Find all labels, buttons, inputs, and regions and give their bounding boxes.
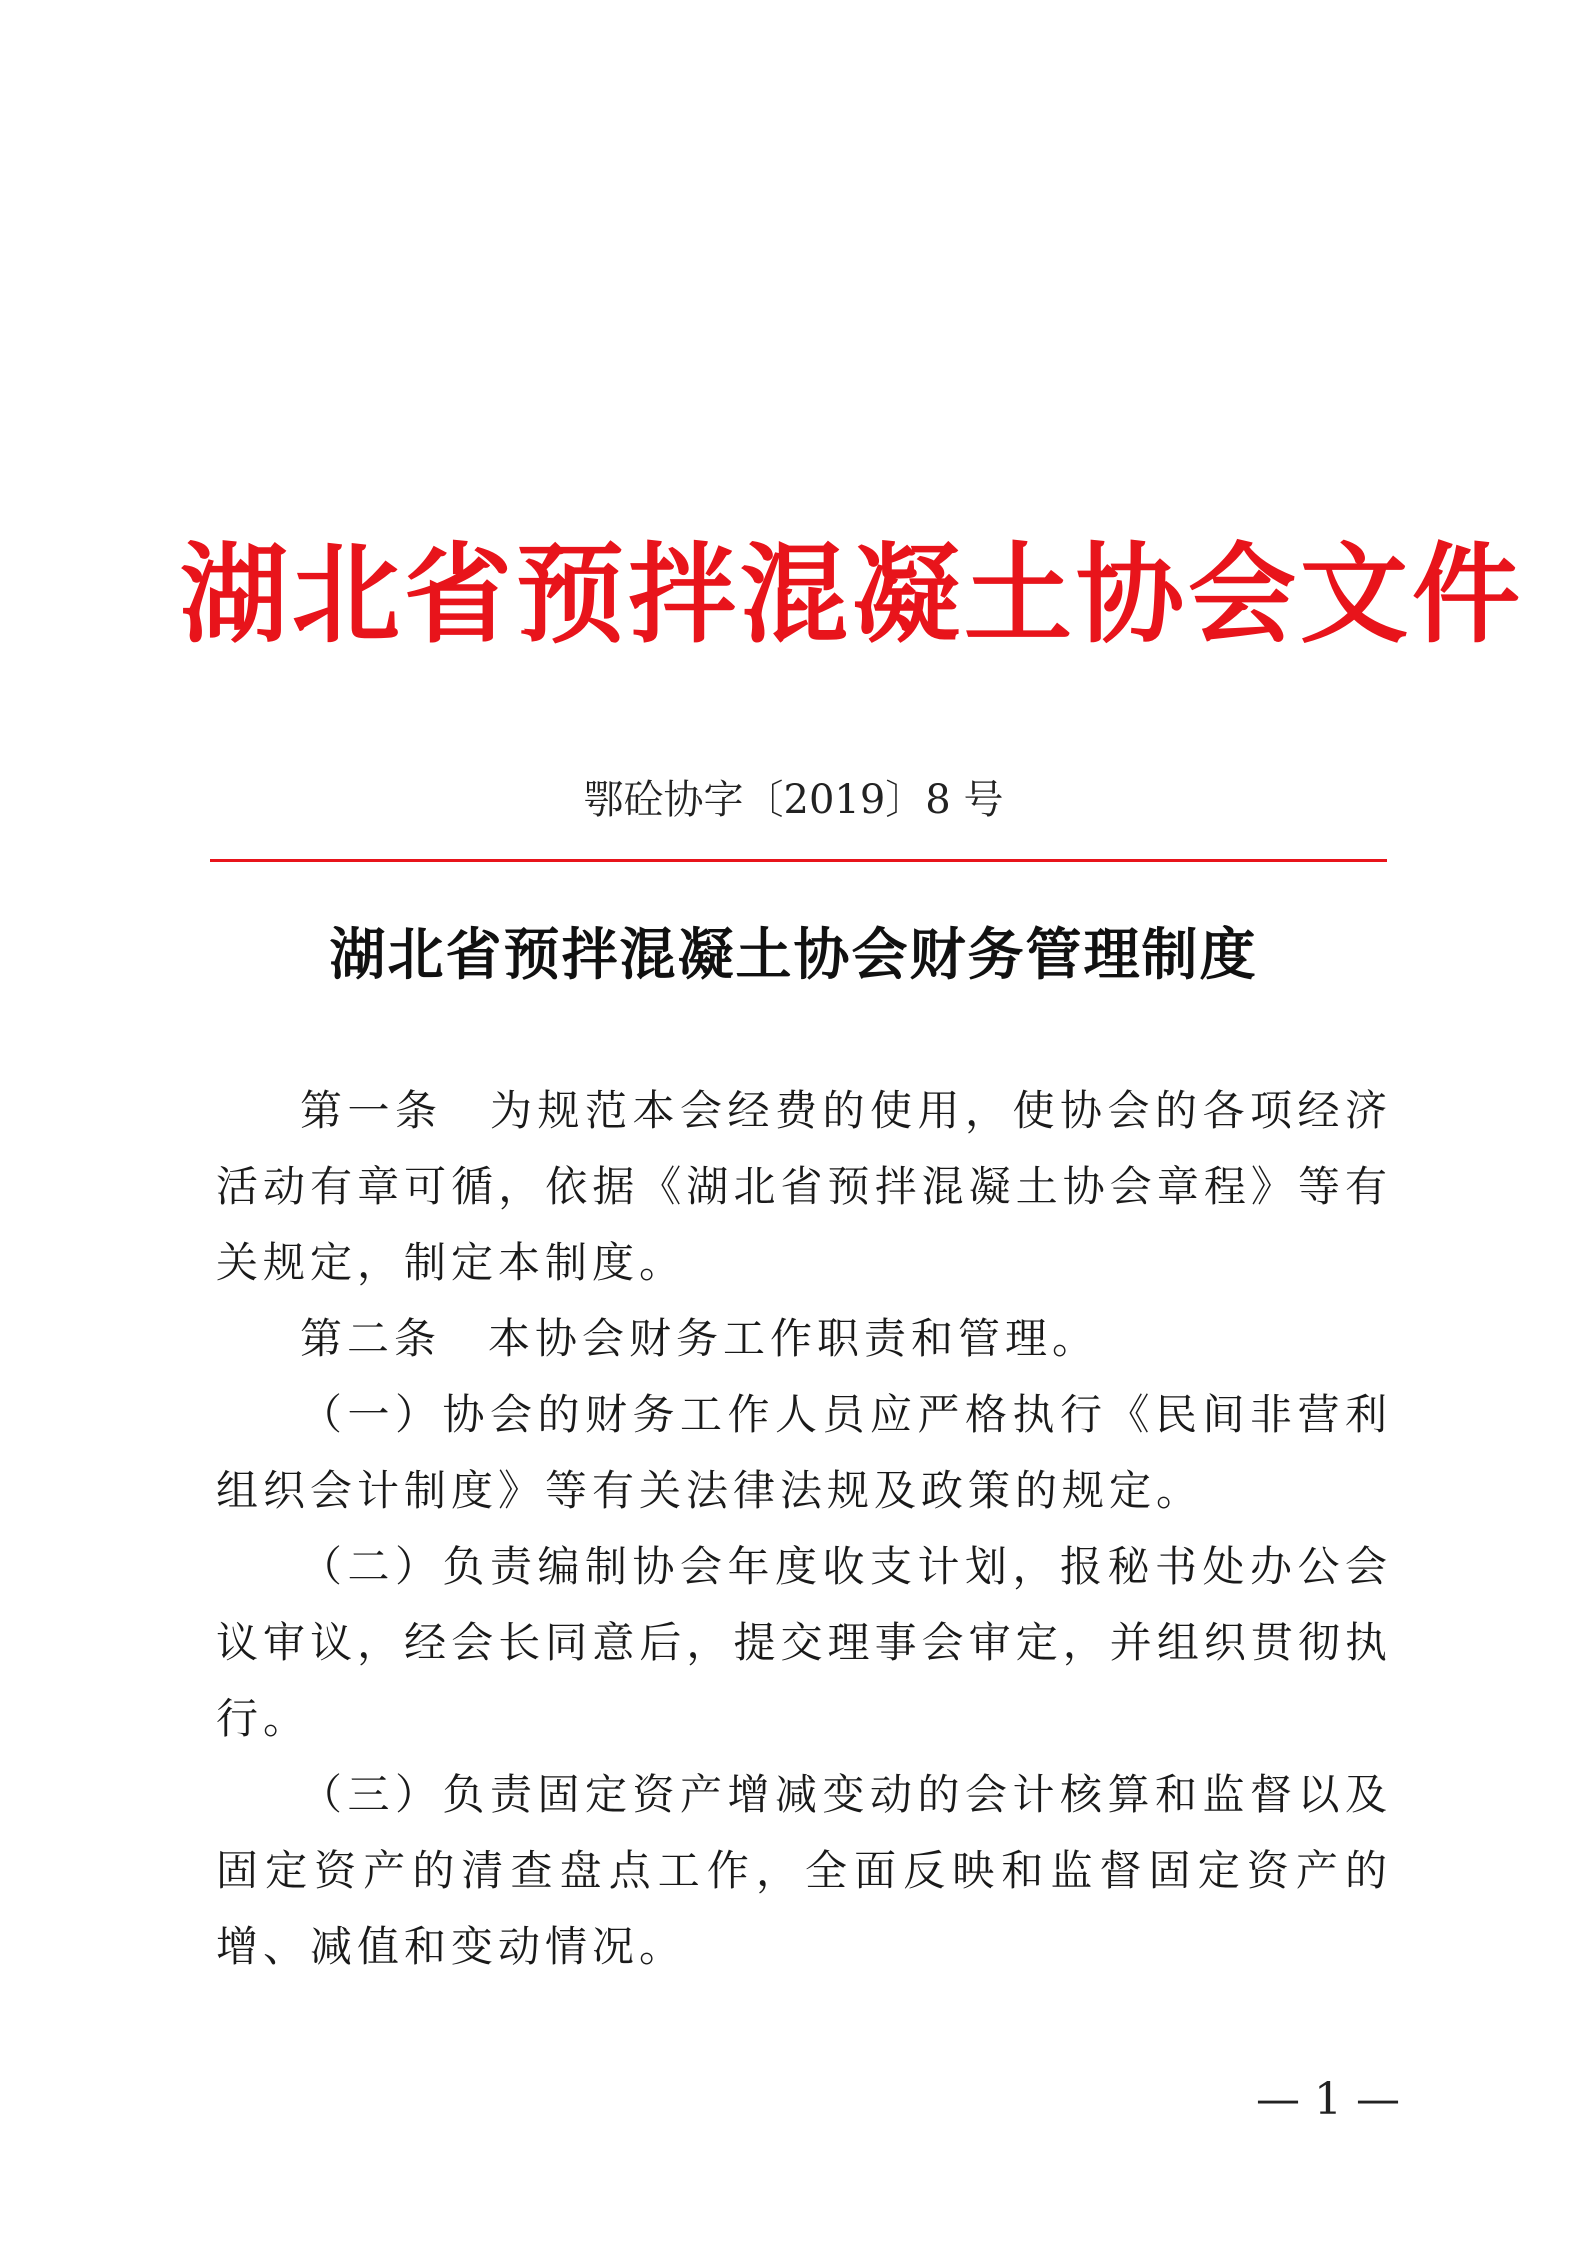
paragraph-item-2: （二）负责编制协会年度收支计划，报秘书处办公会议审议，经会长同意后，提交理事会审定，并组织贯彻执行。 [216, 1542, 1392, 1743]
paragraph-article-2: 第二条 本协会财务工作职责和管理。 [300, 1314, 1100, 1363]
document-number: 鄂砼协字〔2019〕8 号 [583, 777, 1004, 823]
red-separator-line [210, 859, 1387, 862]
paragraph-item-3: （三）负责固定资产增减变动的会计核算和监督以及固定资产的清查盘点工作，全面反映和监督固定资产的增、减值和变动情况。 [216, 1770, 1392, 1971]
paragraph-article-1: 第一条 为规范本会经费的使用，使协会的各项经济活动有章可循，依据《湖北省预拌混凝土协会章程》等有关规定，制定本制度。 [216, 1086, 1392, 1287]
document-title: 湖北省预拌混凝土协会财务管理制度 [329, 922, 1258, 988]
page-number: — 1 — [1256, 2074, 1400, 2125]
org-header-title: 湖北省预拌混凝土协会文件 [180, 532, 1525, 658]
paragraph-item-1: （一）协会的财务工作人员应严格执行《民间非营利组织会计制度》等有关法律法规及政策的规定。 [216, 1390, 1392, 1515]
document-body [216, 1073, 1392, 1985]
